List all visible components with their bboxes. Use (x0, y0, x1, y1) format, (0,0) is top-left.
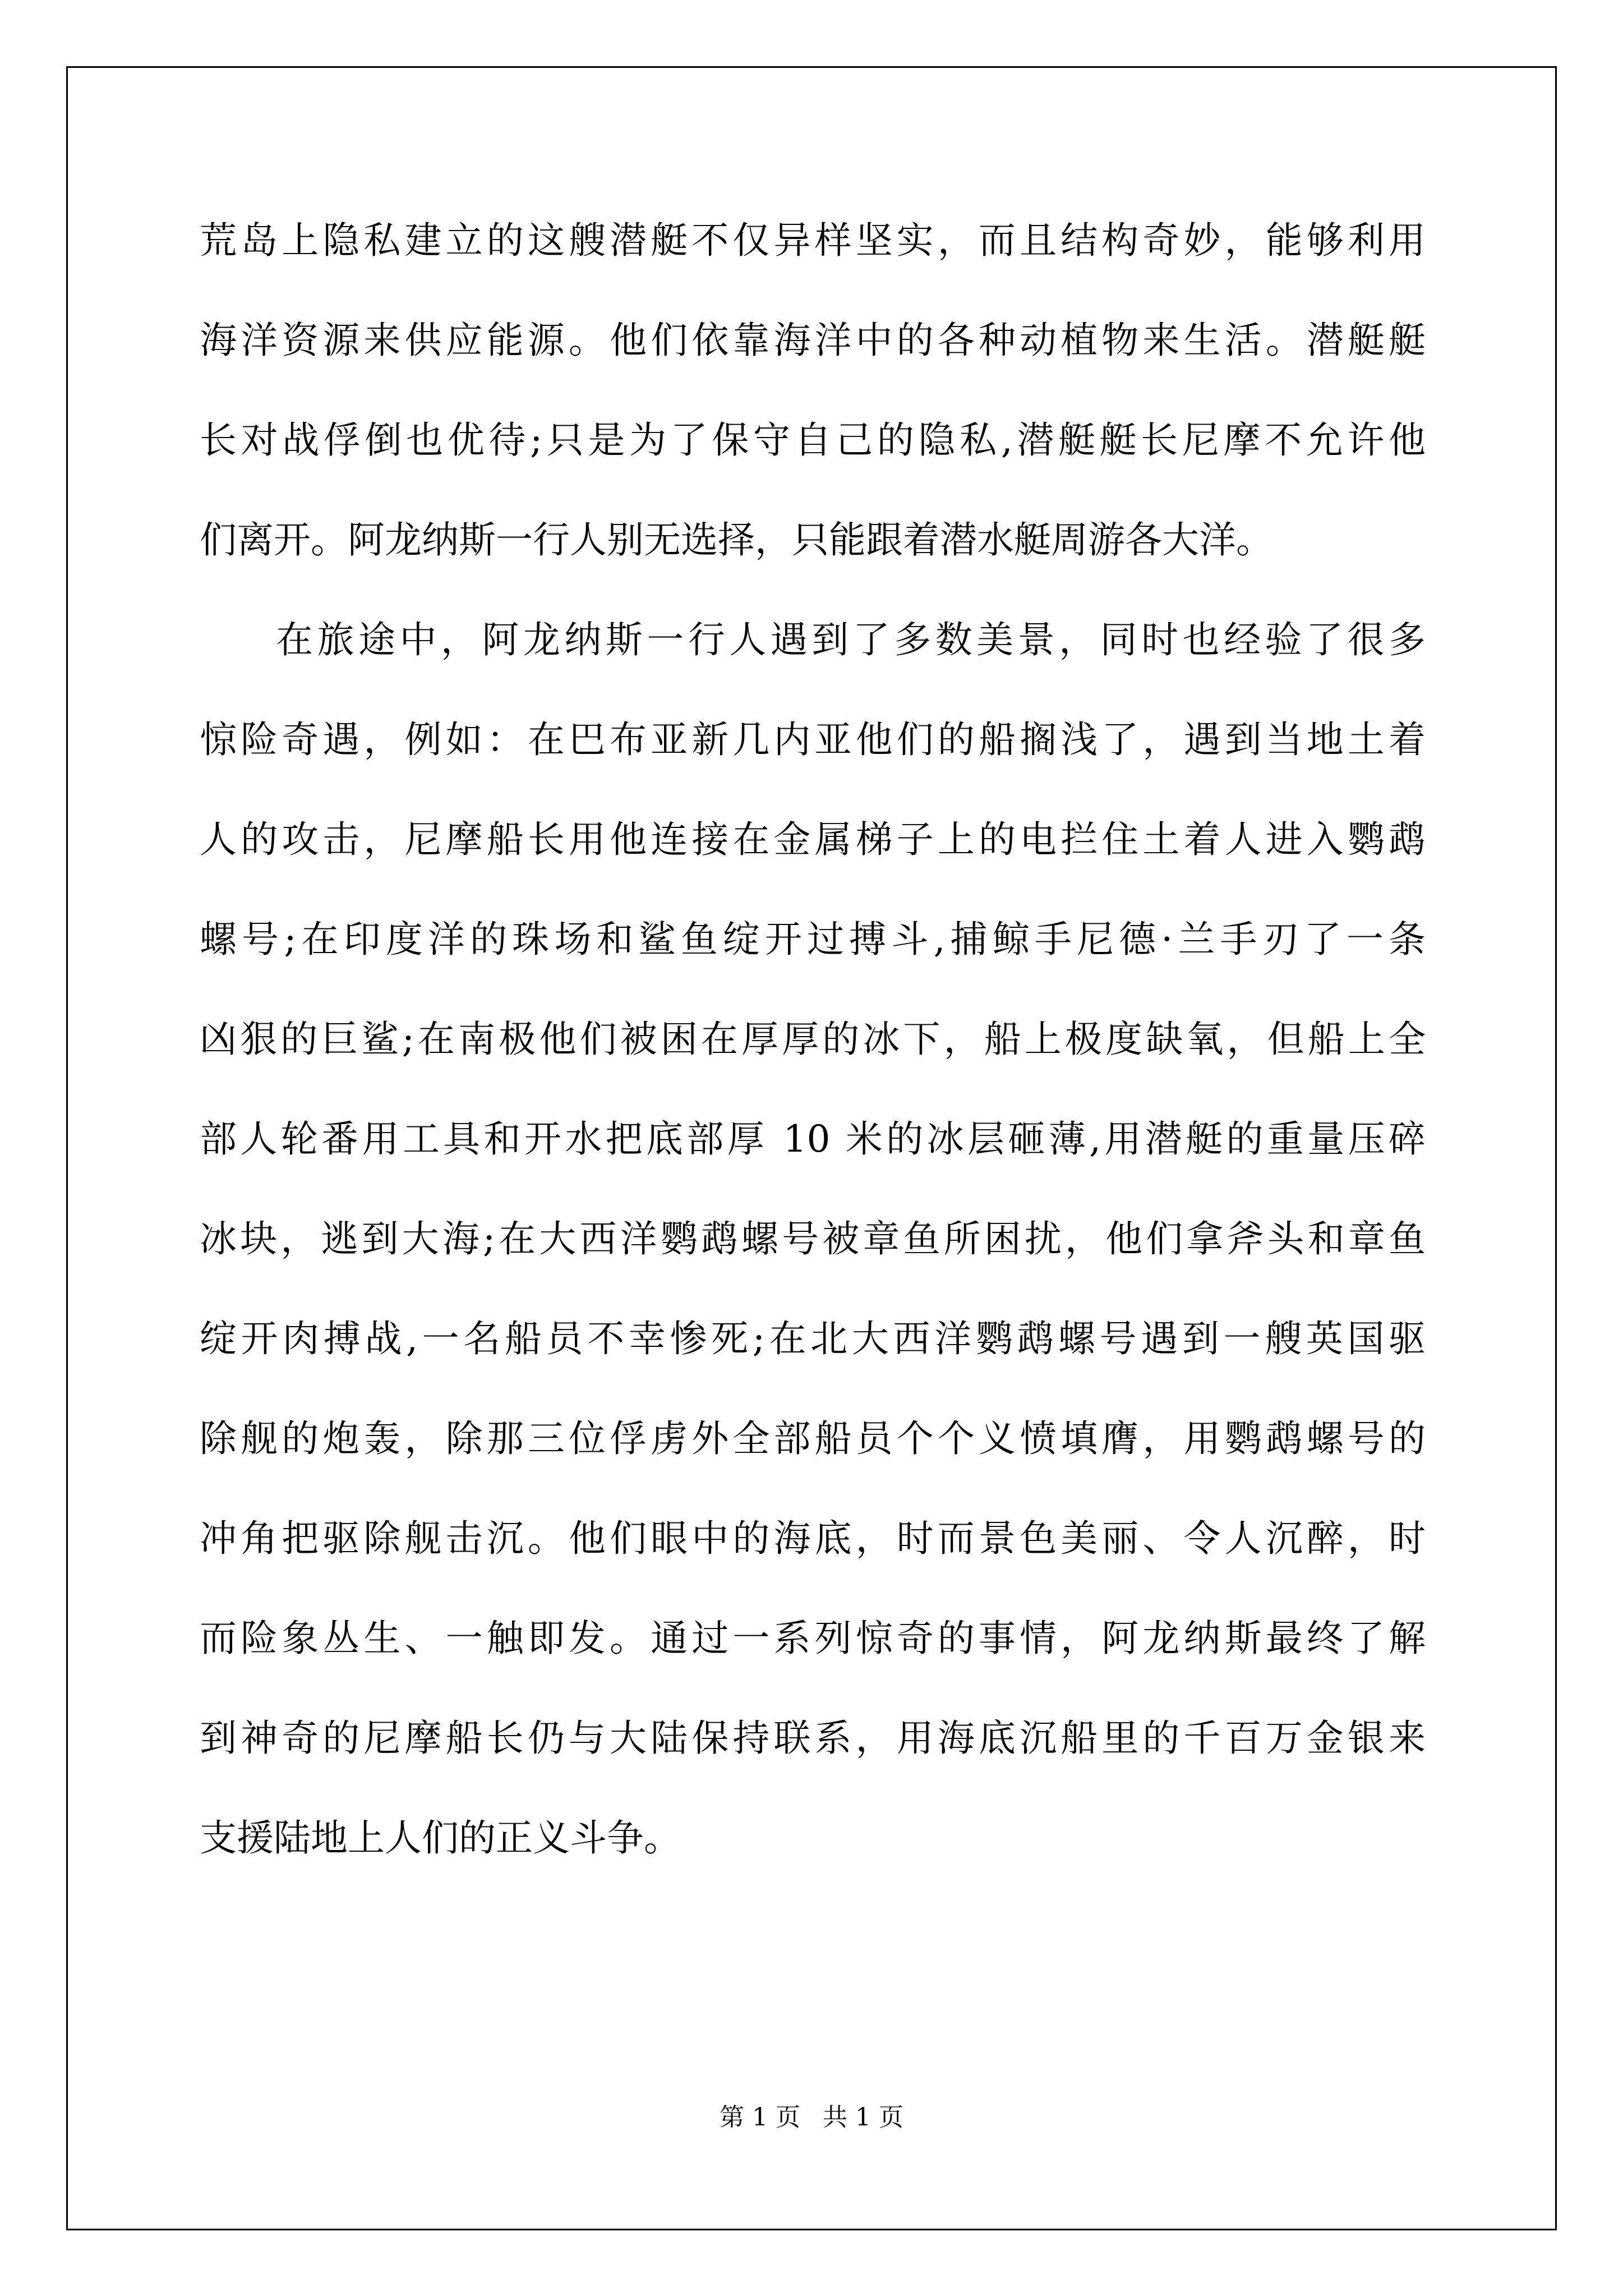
text-line: 们离开。阿龙纳斯一行人别无选择，只能跟着潜水艇周游各大洋。 (200, 518, 1273, 562)
text-line: 长对战俘倒也优待;只是为了保守自己的隐私,潜艇艇长尼摩不允许他 (200, 418, 1426, 462)
text-line: 在旅途中，阿龙纳斯一行人遇到了多数美景，同时也经验了很多 (276, 618, 1426, 661)
text-line: 而险象丛生、一触即发。通过一系列惊奇的事情，阿龙纳斯最终了解 (200, 1617, 1426, 1660)
text-line: 支援陆地上人们的正义斗争。 (200, 1816, 681, 1860)
text-line: 部人轮番用工具和开水把底部厚 10 米的冰层砸薄,用潜艇的重量压碎 (200, 1117, 1426, 1161)
page-total: 共 1 页 (823, 2103, 903, 2132)
text-line: 人的攻击，尼摩船长用他连接在金属梯子上的电拦住土着人进入鹦鹉 (200, 818, 1426, 861)
text-line: 除舰的炮轰，除那三位俘虏外全部船员个个义愤填膺，用鹦鹉螺号的 (200, 1417, 1426, 1460)
text-line: 螺号;在印度洋的珠场和鲨鱼绽开过搏斗,捕鲸手尼德·兰手刃了一条 (200, 918, 1426, 961)
page-footer (0, 2097, 1623, 2133)
text-line: 冲角把驱除舰击沉。他们眼中的海底，时而景色美丽、令人沉醉，时 (200, 1517, 1426, 1560)
text-line: 冰块，逃到大海;在大西洋鹦鹉螺号被章鱼所困扰，他们拿斧头和章鱼 (200, 1217, 1426, 1260)
text-line: 到神奇的尼摩船长仍与大陆保持联系，用海底沉船里的千百万金银来 (200, 1717, 1426, 1760)
text-line: 凶狠的巨鲨;在南极他们被困在厚厚的冰下，船上极度缺氧，但船上全 (200, 1018, 1426, 1061)
text-line: 海洋资源来供应能源。他们依靠海洋中的各种动植物来生活。潜艇艇 (200, 319, 1426, 362)
page-number: 第 1 页 (720, 2103, 800, 2132)
text-line: 绽开肉搏战,一名船员不幸惨死;在北大西洋鹦鹉螺号遇到一艘英国驱 (200, 1317, 1426, 1360)
text-line: 惊险奇遇，例如：在巴布亚新几内亚他们的船搁浅了，遇到当地土着 (200, 718, 1426, 761)
document-body (200, 191, 1426, 1888)
text-line: 荒岛上隐私建立的这艘潜艇不仅异样坚实，而且结构奇妙，能够利用 (200, 219, 1426, 262)
